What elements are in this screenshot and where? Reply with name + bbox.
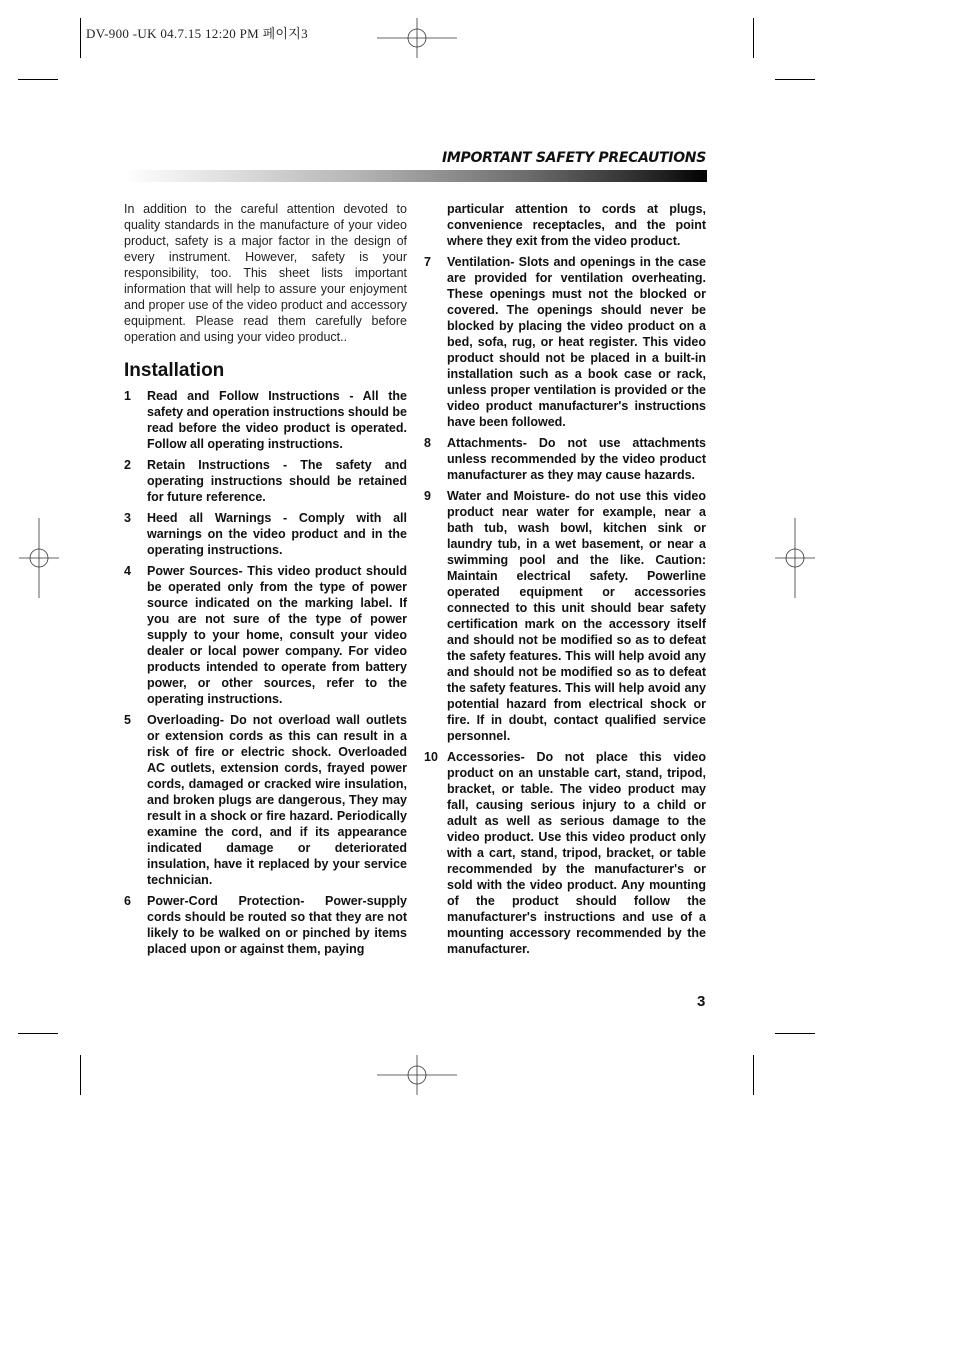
item-text: Attachments- Do not use attachments unless recommended by the video product manufacturer as they may cause hazards.	[447, 436, 706, 482]
item-text: Water and Moisture- do not use this video product near water for example, near a bath tub, wash bowl, kitchen sink or laundry tub, in a wet basement, or near a swimming pool and the like. Caution: Maintain electrical safety. Powerline operated equipment or accessories connected to this unit should bear safety certification mark on the accessory itself and should not be modified so as to defeat the safety features. This will help avoid any and should not be modified so as to defeat the safety features. This will help avoid any potential hazard from electrical shock or fire. If in doubt, contact qualified service personnel.	[447, 489, 706, 743]
registration-mark-top-icon	[377, 18, 457, 58]
item-number: 10	[424, 750, 438, 764]
item-number: 5	[124, 713, 131, 727]
page-number: 3	[697, 993, 706, 1010]
item-number: 3	[124, 511, 131, 525]
installation-heading: Installation	[124, 360, 225, 381]
crop-mark-top-left-horizontal	[18, 79, 58, 80]
list-item	[424, 254, 706, 430]
crop-mark-bottom-right-vertical	[753, 1055, 754, 1095]
crop-mark-top-left-vertical	[80, 18, 81, 58]
item-number: 6	[124, 894, 131, 908]
item-number: 4	[124, 564, 131, 578]
crop-mark-top-right-vertical	[753, 18, 754, 58]
item-text: Ventilation- Slots and openings in the case are provided for ventilation overheating. These openings must not the blocked or covered. The openings should never be blocked by placing the video product on a bed, sofa, rug, or heat register. This video product should not be placed in a built-in installation such as a book case or rack, unless proper ventilation is provided or the video product manufacturer's instructions have been followed.	[447, 255, 706, 429]
item-text: Overloading- Do not overload wall outlets or extension cords as this can result in a risk of fire or electric shock. Overloaded AC outlets, extension cords, frayed power cords, damaged or cracked wire insulation, and broken plugs are dangerous, They may result in a shock or fire hazard. Periodically examine the cord, and if its appearance indicated damage or deteriorated insulation, have it replaced by your service technician.	[147, 713, 407, 887]
item-text: Heed all Warnings - Comply with all warnings on the video product and in the operating instructions.	[147, 511, 407, 557]
registration-mark-bottom-icon	[377, 1055, 457, 1095]
printer-slug: DV-900 -UK 04.7.15 12:20 PM 페이지3	[86, 26, 308, 41]
item-text: Power-Cord Protection- Power-supply cords should be routed so that they are not likely to be walked on or pinched by items placed upon or against them, paying	[147, 894, 407, 956]
crop-mark-bottom-right-horizontal	[775, 1033, 815, 1034]
item-number: 9	[424, 489, 431, 503]
list-item	[124, 457, 407, 505]
list-item	[424, 488, 706, 744]
item-number: 2	[124, 458, 131, 472]
list-item	[424, 435, 706, 483]
item-text: Power Sources- This video product should be operated only from the type of power source indicated on the marking label. If you are not sure of the type of power supply to your home, consult your video dealer or local power company. For video products intended to operate from battery power, or other sources, refer to the operating instructions.	[147, 564, 407, 706]
item-number: 1	[124, 389, 131, 403]
list-item	[424, 749, 706, 957]
list-item	[124, 563, 407, 707]
crop-mark-top-right-horizontal	[775, 79, 815, 80]
item-text: Accessories- Do not place this video product on an unstable cart, stand, tripod, bracket, or table. The video product may fall, causing serious injury to a child or adult as well as serious damage to the video product. Use this video product only with a cart, stand, tripod, bracket, or table recommended by the manufacturer's or sold with the video product. Any mounting of the product should follow the manufacturer's instructions and use of a mounting accessory recommended by the manufacturer.	[447, 750, 706, 956]
list-item	[124, 893, 407, 957]
list-item	[124, 510, 407, 558]
item-number-spacer	[424, 201, 447, 249]
right-column	[424, 201, 706, 962]
item-text: Retain Instructions - The safety and operating instructions should be retained for future reference.	[147, 458, 407, 504]
item-number: 7	[424, 255, 431, 269]
registration-mark-right-icon	[775, 518, 815, 598]
item-text: particular attention to cords at plugs, convenience receptacles, and the point where they exit from the video product.	[447, 202, 706, 248]
registration-mark-left-icon	[19, 518, 59, 598]
list-item	[124, 388, 407, 452]
intro-paragraph: In addition to the careful attention devoted to quality standards in the manufacture of your video product, safety is a major factor in the design of every instrument. However, safety is your responsibility, too. This sheet lists important information that will help to assure your enjoyment and proper use of the video product and accessory equipment. Please read them carefully before operation and using your video product..	[124, 202, 407, 344]
crop-mark-bottom-left-vertical	[80, 1055, 81, 1095]
left-column	[124, 201, 407, 962]
item-number: 8	[424, 436, 431, 450]
list-item-continuation	[424, 201, 706, 249]
crop-mark-bottom-left-horizontal	[18, 1033, 58, 1034]
section-title: IMPORTANT SAFETY PRECAUTIONS	[441, 150, 706, 166]
gradient-header-rule	[124, 170, 707, 182]
list-item	[124, 712, 407, 888]
item-text: Read and Follow Instructions - All the safety and operation instructions should be read before the video product is operated. Follow all operating instructions.	[147, 389, 407, 451]
